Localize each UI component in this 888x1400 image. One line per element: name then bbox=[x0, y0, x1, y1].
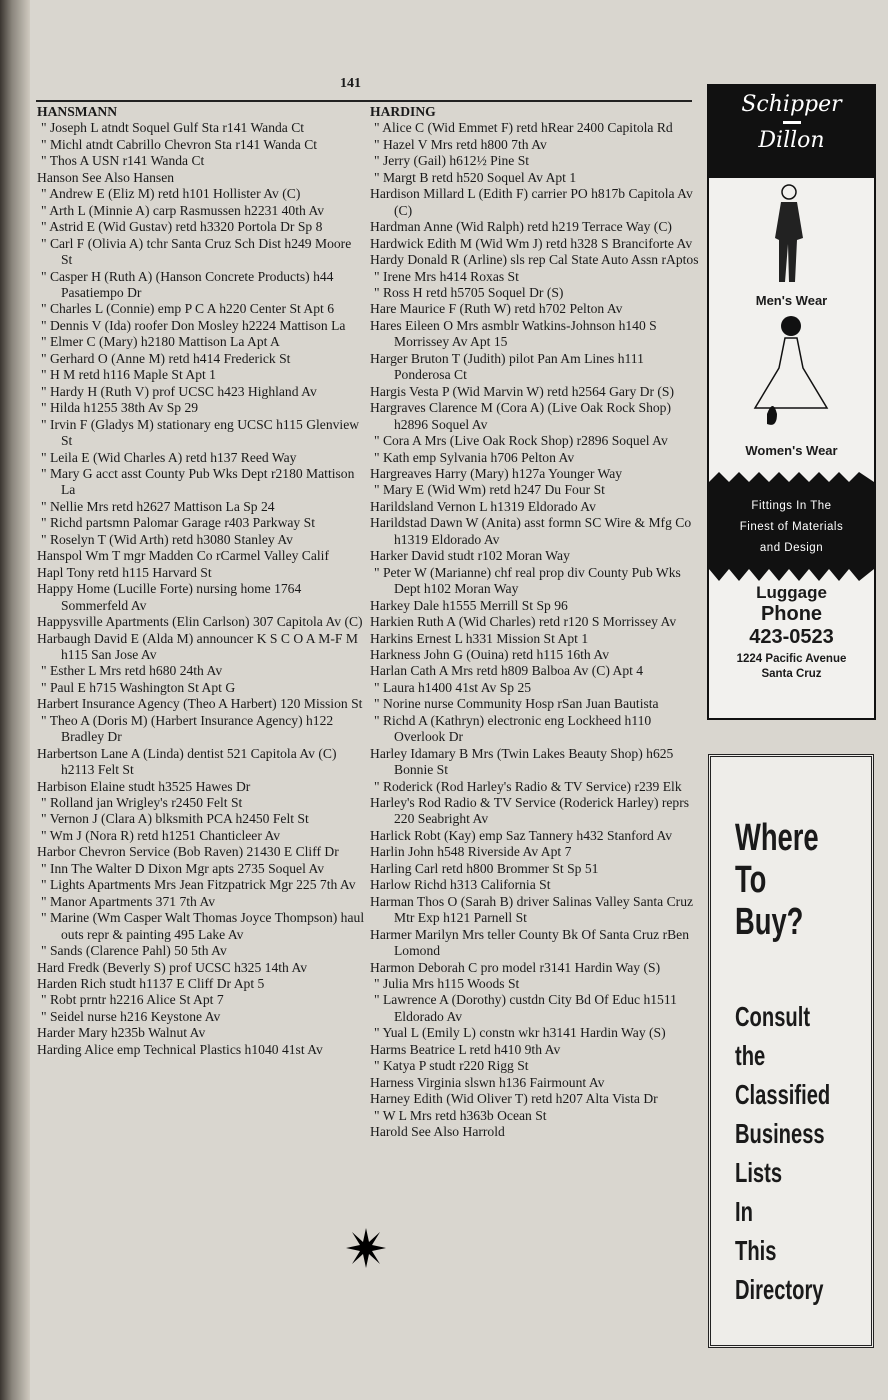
ad-brand-dash bbox=[783, 121, 801, 124]
header-rule bbox=[36, 100, 692, 102]
directory-entry: " Rolland jan Wrigley's r2450 Felt St bbox=[41, 795, 243, 811]
directory-entry: Harlick Robt (Kay) emp Saz Tannery h432 Stanford Av bbox=[370, 827, 673, 843]
ad-city: Santa Cruz bbox=[761, 668, 822, 680]
directory-entry: Hargis Vesta P (Wid Marvin W) retd h2564 Gary Dr (S) bbox=[370, 383, 674, 399]
headline-line: To bbox=[735, 859, 767, 901]
star-marker-icon bbox=[346, 1228, 386, 1268]
ad-womens-wear: Women's Wear bbox=[745, 443, 838, 458]
directory-entry: " Alice C (Wid Emmet F) retd hRear 2400 Capitola Rd bbox=[374, 120, 673, 136]
directory-entry: Happy Home (Lucille Forte) nursing home 1764 Sommerfeld Av bbox=[37, 581, 302, 613]
directory-entry: " Marine (Wm Casper Walt Thomas Joyce Thompson) haul outs repr & painting 495 Lake Av bbox=[41, 910, 365, 942]
ad-luggage: Luggage bbox=[756, 583, 827, 602]
directory-entry: " Vernon J (Clara A) blksmith PCA h2450 Felt St bbox=[41, 811, 309, 827]
body-line: Consult bbox=[735, 1001, 811, 1032]
directory-entry: Harildstad Dawn W (Anita) asst formn SC Wire & Mfg Co h1319 Eldorado Av bbox=[370, 515, 692, 547]
directory-entry: " Manor Apartments 371 7th Av bbox=[41, 893, 216, 909]
directory-entry: " Kath emp Sylvania h706 Pelton Av bbox=[374, 449, 575, 465]
band-line: and Design bbox=[759, 542, 824, 554]
headline-line: Where bbox=[735, 817, 819, 859]
ad-brand-line1: Schipper bbox=[741, 92, 842, 117]
right-directory-column bbox=[370, 104, 700, 1141]
directory-entry: " Mary G acct asst County Pub Wks Dept r2180 Mattison La bbox=[41, 465, 355, 498]
directory-entry: Hargreaves Harry (Mary) h127a Younger Way bbox=[370, 465, 623, 481]
directory-entry: " Robt prntr h2216 Alice St Apt 7 bbox=[41, 992, 224, 1008]
directory-entry: " Peter W (Marianne) chf real prop div County Pub Wks Dept h102 Moran Way bbox=[374, 564, 681, 597]
body-line: This bbox=[735, 1235, 777, 1266]
directory-entry: Hargraves Clarence M (Cora A) (Live Oak Rock Shop) h2896 Soquel Av bbox=[370, 400, 671, 432]
where-to-buy-ad bbox=[708, 754, 874, 1348]
directory-entry: Hapl Tony retd h115 Harvard St bbox=[37, 564, 212, 580]
ad-brand-line2: Dillon bbox=[758, 128, 825, 153]
directory-entry: Harbertson Lane A (Linda) dentist 521 Capitola Av (C) h2113 Felt St bbox=[37, 745, 337, 778]
directory-entry: Harkness John G (Ouina) retd h115 16th Av bbox=[370, 646, 609, 662]
directory-entry: " Gerhard O (Anne M) retd h414 Frederick St bbox=[41, 350, 291, 366]
directory-entry: Harder Mary h235b Walnut Av bbox=[37, 1025, 206, 1041]
directory-entry: " Joseph L atndt Soquel Gulf Sta r141 Wanda Ct bbox=[41, 120, 305, 136]
ad-body bbox=[735, 997, 865, 1309]
schipper-dillon-ad bbox=[707, 84, 876, 720]
ad-headline bbox=[735, 817, 865, 943]
woman-figure-icon bbox=[709, 308, 874, 438]
directory-entry: Harlan Cath A Mrs retd h809 Balboa Av (C) Apt 4 bbox=[370, 663, 644, 679]
directory-entry: Harker David studt r102 Moran Way bbox=[370, 548, 570, 564]
directory-entry: Hardy Donald R (Arline) sls rep Cal State Auto Assn rAptos bbox=[370, 252, 699, 268]
zigzag-bottom-divider bbox=[709, 563, 874, 583]
directory-entry: " Michl atndt Cabrillo Chevron Sta r141 Wanda Ct bbox=[41, 136, 318, 152]
directory-entry: " Margt B retd h520 Soquel Av Apt 1 bbox=[374, 169, 577, 185]
directory-entry: " Norine nurse Community Hosp rSan Juan Bautista bbox=[374, 696, 659, 712]
ad-phone-number: 423-0523 bbox=[749, 626, 834, 648]
directory-entry: Harding Alice emp Technical Plastics h1040 41st Av bbox=[37, 1041, 323, 1057]
directory-entry: Harmer Marilyn Mrs teller County Bk Of Santa Cruz rBen Lomond bbox=[370, 926, 690, 959]
ad-mens-wear: Men's Wear bbox=[755, 293, 828, 308]
directory-entry: " Seidel nurse h216 Keystone Av bbox=[41, 1008, 221, 1024]
directory-entry: " Irene Mrs h414 Roxas St bbox=[374, 268, 519, 284]
ad-fittings-band bbox=[709, 492, 874, 563]
directory-entry: " Astrid E (Wid Gustav) retd h3320 Portola Dr Sp 8 bbox=[41, 219, 323, 235]
surname-heading: HARDING bbox=[370, 104, 436, 119]
directory-entry: " Julia Mrs h115 Woods St bbox=[374, 976, 520, 992]
directory-entry: Hardwick Edith M (Wid Wm J) retd h328 S Branciforte Av bbox=[370, 235, 693, 251]
directory-entry: Harbison Elaine studt h3525 Hawes Dr bbox=[37, 778, 251, 794]
directory-entry: Harney Edith (Wid Oliver T) retd h207 Alta Vista Dr bbox=[370, 1091, 658, 1107]
body-line: the bbox=[735, 1040, 766, 1071]
directory-entry: Harbaugh David E (Alda M) announcer K S C O A M-F M h115 San Jose Av bbox=[37, 630, 358, 662]
directory-entry: " Sands (Clarence Pahl) 50 5th Av bbox=[41, 943, 227, 959]
body-line: In bbox=[735, 1196, 753, 1227]
directory-entry: " Theo A (Doris M) (Harbert Insurance Agency) h122 Bradley Dr bbox=[41, 712, 334, 745]
directory-entry: Hardison Millard L (Edith F) carrier PO h817b Capitola Av (C) bbox=[370, 186, 693, 218]
body-line: Lists bbox=[735, 1157, 783, 1188]
directory-entry: " Hardy H (Ruth V) prof UCSC h423 Highland Av bbox=[41, 383, 317, 399]
directory-entry: " Richd partsmn Palomar Garage r403 Parkway St bbox=[41, 515, 315, 531]
directory-entry: Harden Rich studt h1137 E Cliff Dr Apt 5 bbox=[37, 976, 265, 992]
directory-entry: Harley's Rod Radio & TV Service (Roderick Harley) reprs 220 Seabright Av bbox=[370, 795, 690, 827]
directory-entry: Harlow Richd h313 California St bbox=[370, 877, 551, 893]
body-line: Directory bbox=[735, 1274, 824, 1305]
left-directory-column bbox=[37, 104, 365, 1058]
body-line: Classified bbox=[735, 1079, 831, 1110]
directory-entry: " Roselyn T (Wid Arth) retd h3080 Stanley Av bbox=[41, 531, 293, 547]
directory-entry: Hard Fredk (Beverly S) prof UCSC h325 14th Av bbox=[37, 959, 308, 975]
page-number: 141 bbox=[340, 76, 361, 91]
directory-entry: " Andrew E (Eliz M) retd h101 Hollister Av (C) bbox=[41, 186, 301, 202]
page-binding-edge bbox=[0, 0, 30, 1400]
directory-entry: " Nellie Mrs retd h2627 Mattison La Sp 24 bbox=[41, 498, 275, 514]
surname-heading: HANSMANN bbox=[37, 104, 118, 119]
body-line: Business bbox=[735, 1118, 825, 1149]
directory-entry: Harman Thos O (Sarah B) driver Salinas Valley Santa Cruz Mtr Exp h121 Parnell St bbox=[370, 893, 694, 926]
directory-entry: Harley Idamary B Mrs (Twin Lakes Beauty Shop) h625 Bonnie St bbox=[370, 745, 674, 778]
directory-entry: " Laura h1400 41st Av Sp 25 bbox=[374, 679, 532, 695]
directory-entry: " Charles L (Connie) emp P C A h220 Center St Apt 6 bbox=[41, 301, 335, 317]
directory-entry: " Dennis V (Ida) roofer Don Mosley h2224 Mattison La bbox=[41, 317, 346, 333]
directory-entry: Harildsland Vernon L h1319 Eldorado Av bbox=[370, 498, 596, 514]
directory-entry: Hares Eileen O Mrs asmblr Watkins-Johnson h140 S Morrissey Av Apt 15 bbox=[370, 317, 657, 350]
directory-entry: " Katya P studt r220 Rigg St bbox=[374, 1058, 529, 1074]
directory-entry: " Esther L Mrs retd h680 24th Av bbox=[41, 663, 223, 679]
directory-entry: Harmon Deborah C pro model r3141 Hardin Way (S) bbox=[370, 959, 661, 975]
directory-entry: Hardman Anne (Wid Ralph) retd h219 Terrace Way (C) bbox=[370, 219, 672, 235]
ad-phone-label: Phone bbox=[760, 603, 823, 625]
directory-entry: Harkey Dale h1555 Merrill St Sp 96 bbox=[370, 597, 568, 613]
directory-entry: " Lights Apartments Mrs Jean Fitzpatrick Mgr 225 7th Av bbox=[41, 877, 356, 893]
directory-entry: " H M retd h116 Maple St Apt 1 bbox=[41, 367, 216, 383]
band-line: Fittings In The bbox=[751, 500, 832, 512]
directory-entry: Harling Carl retd h800 Brommer St Sp 51 bbox=[370, 860, 599, 876]
directory-entry: " Inn The Walter D Dixon Mgr apts 2735 Soquel Av bbox=[41, 860, 325, 876]
directory-entry: " Hazel V Mrs retd h800 7th Av bbox=[374, 136, 547, 152]
headline-line: Buy? bbox=[735, 901, 804, 943]
directory-entry: Harbor Chevron Service (Bob Raven) 21430 E Cliff Dr bbox=[37, 844, 339, 860]
directory-entry: " Thos A USN r141 Wanda Ct bbox=[41, 153, 205, 169]
directory-entry: Hare Maurice F (Ruth W) retd h702 Pelton Av bbox=[370, 301, 623, 317]
directory-entry: " Leila E (Wid Charles A) retd h137 Reed Way bbox=[41, 449, 297, 465]
directory-entry: " Hilda h1255 38th Av Sp 29 bbox=[41, 400, 199, 416]
ad-address: 1224 Pacific Avenue bbox=[736, 653, 847, 665]
directory-entry: " Casper H (Ruth A) (Hanson Concrete Products) h44 Pasatiempo Dr bbox=[41, 268, 334, 300]
directory-entry: " Paul E h715 Washington St Apt G bbox=[41, 679, 236, 695]
directory-entry: " Elmer C (Mary) h2180 Mattison La Apt A bbox=[41, 334, 280, 350]
directory-entry: " Carl F (Olivia A) tchr Santa Cruz Sch Dist h249 Moore St bbox=[41, 235, 352, 268]
directory-entry: Harlin John h548 Riverside Av Apt 7 bbox=[370, 844, 572, 860]
directory-entry: " Irvin F (Gladys M) stationary eng UCSC h115 Glenview St bbox=[41, 416, 360, 449]
directory-entry: Harbert Insurance Agency (Theo A Harbert) 120 Mission St bbox=[37, 696, 363, 712]
directory-entry: Hanson See Also Hansen bbox=[37, 169, 175, 185]
man-figure-icon bbox=[709, 178, 874, 288]
directory-entry: Harness Virginia slswn h136 Fairmount Av bbox=[370, 1074, 605, 1090]
directory-entry: Harold See Also Harrold bbox=[370, 1124, 505, 1140]
directory-entry: " Yual L (Emily L) constn wkr h3141 Hardin Way (S) bbox=[374, 1025, 666, 1041]
directory-entry: " Richd A (Kathryn) electronic eng Lockheed h110 Overlook Dr bbox=[374, 712, 652, 745]
directory-entry: " Arth L (Minnie A) carp Rasmussen h2231 40th Av bbox=[41, 202, 325, 218]
directory-entry: " Wm J (Nora R) retd h1251 Chanticleer Av bbox=[41, 827, 281, 843]
directory-entry: " Cora A Mrs (Live Oak Rock Shop) r2896 Soquel Av bbox=[374, 433, 668, 449]
band-line: Finest of Materials bbox=[739, 521, 844, 533]
directory-entry: " Ross H retd h5705 Soquel Dr (S) bbox=[374, 284, 564, 300]
directory-entry: Hanspol Wm T mgr Madden Co rCarmel Valley Calif bbox=[37, 548, 329, 564]
directory-entry: " Roderick (Rod Harley's Radio & TV Service) r239 Elk bbox=[374, 778, 682, 794]
directory-entry: " Jerry (Gail) h612½ Pine St bbox=[374, 153, 530, 169]
directory-entry: Harger Bruton T (Judith) pilot Pan Am Lines h111 Ponderosa Ct bbox=[370, 350, 644, 383]
directory-entry: " Lawrence A (Dorothy) custdn City Bd Of Educ h1511 Eldorado Av bbox=[374, 992, 677, 1024]
directory-entry: " W L Mrs retd h363b Ocean St bbox=[374, 1107, 547, 1123]
directory-entry: " Mary E (Wid Wm) retd h247 Du Four St bbox=[374, 482, 605, 498]
zigzag-top-divider bbox=[709, 470, 874, 492]
directory-entry: Happysville Apartments (Elin Carlson) 307 Capitola Av (C) bbox=[37, 614, 363, 630]
directory-entry: Harms Beatrice L retd h410 9th Av bbox=[370, 1041, 561, 1057]
directory-entry: Harkien Ruth A (Wid Charles) retd r120 S Morrissey Av bbox=[370, 614, 677, 630]
directory-entry: Harkins Ernest L h331 Mission St Apt 1 bbox=[370, 630, 589, 646]
